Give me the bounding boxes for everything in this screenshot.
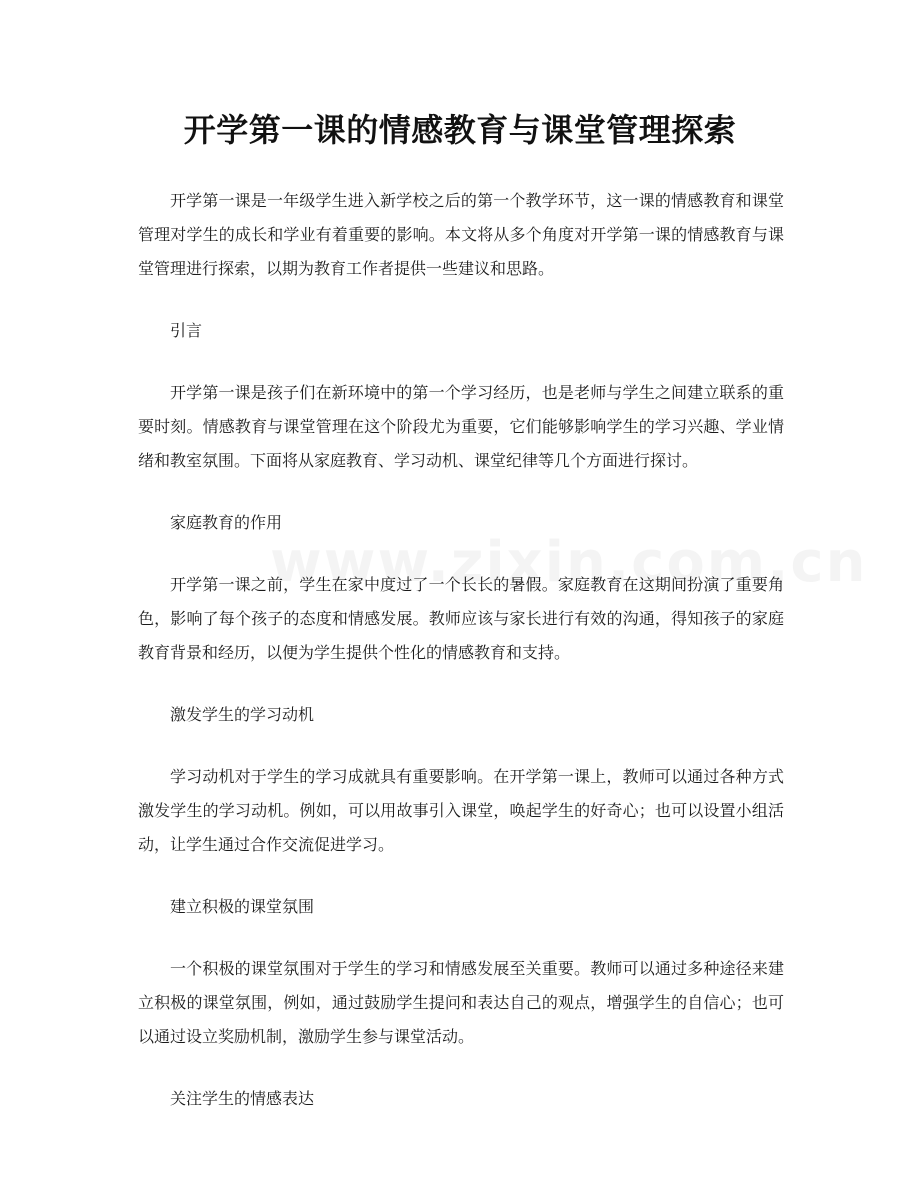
intro-paragraph: 开学第一课是一年级学生进入新学校之后的第一个教学环节，这一课的情感教育和课堂管理对学生的成长和学业有着重要的影响。本文将从多个角度对开学第一课的情感教育与课堂管理进行探索，以期为教育工作者提供一些建议和思路。 xyxy=(138,191,784,278)
section-heading-introduction: 引言 xyxy=(170,321,203,340)
section-heading-learning-motivation: 激发学生的学习动机 xyxy=(170,705,315,724)
introduction-paragraph: 开学第一课是孩子们在新环境中的第一个学习经历，也是老师与学生之间建立联系的重要时刻。情感教育与课堂管理在这个阶段尤为重要，它们能够影响学生的学习兴趣、学业情绪和教室氛围。下面将从家庭教育、学习动机、课堂纪律等几个方面进行探讨。 xyxy=(138,383,784,470)
section-heading-family-education: 家庭教育的作用 xyxy=(170,513,283,532)
section-heading-classroom-atmosphere: 建立积极的课堂氛围 xyxy=(170,897,315,916)
classroom-atmosphere-paragraph: 一个积极的课堂氛围对于学生的学习和情感发展至关重要。教师可以通过多种途径来建立积极的课堂氛围，例如，通过鼓励学生提问和表达自己的观点，增强学生的自信心；也可以通过设立奖励机制，激励学生参与课堂活动。 xyxy=(138,959,784,1046)
section-heading-emotional-expression: 关注学生的情感表达 xyxy=(170,1089,315,1108)
family-education-paragraph: 开学第一课之前，学生在家中度过了一个长长的暑假。家庭教育在这期间扮演了重要角色，影响了每个孩子的态度和情感发展。教师应该与家长进行有效的沟通，得知孩子的家庭教育背景和经历，以便为学生提供个性化的情感教育和支持。 xyxy=(138,575,784,662)
document-title: 开学第一课的情感教育与课堂管理探索 xyxy=(183,111,737,149)
learning-motivation-paragraph: 学习动机对于学生的学习成就具有重要影响。在开学第一课上，教师可以通过各种方式激发学生的学习动机。例如，可以用故事引入课堂，唤起学生的好奇心；也可以设置小组活动，让学生通过合作交流促进学习。 xyxy=(138,767,784,854)
document-body xyxy=(138,184,784,1144)
